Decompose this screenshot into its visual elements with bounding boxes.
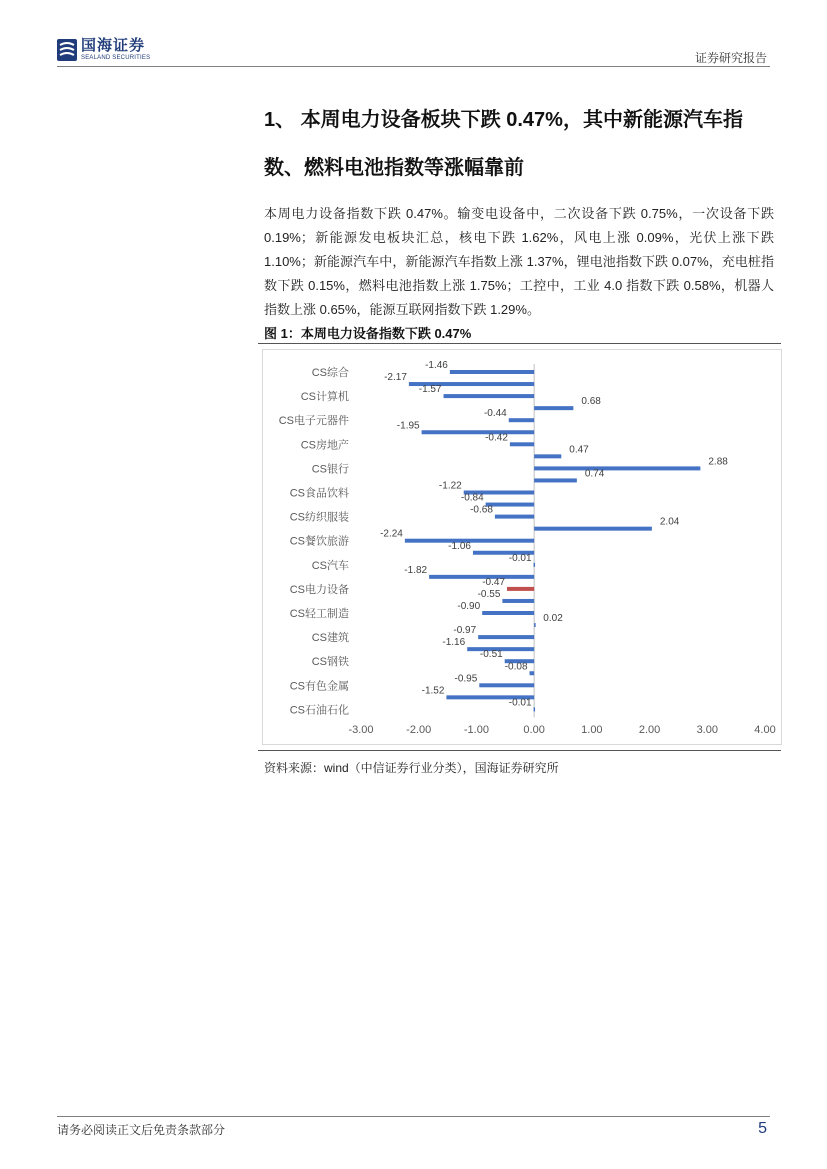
sealand-logo — [57, 38, 150, 61]
section-heading: 1、 本周电力设备板块下跌 0.47%，其中新能源汽车指数、燃料电池指数等涨幅靠前 — [264, 109, 743, 179]
figure-source: 资料来源：wind（中信证券行业分类），国海证券研究所 — [264, 761, 559, 775]
chart-data-label: 0.47 — [569, 444, 589, 456]
chart-data-label: -1.82 — [404, 564, 428, 576]
chart-x-tick-label: 4.00 — [754, 724, 776, 736]
chart-data-label: -0.97 — [453, 625, 477, 637]
chart-bar — [534, 707, 536, 711]
chart-category-label: CS汽车 — [311, 559, 349, 572]
chart-category-label: CS建筑 — [311, 632, 349, 645]
chart-bar — [486, 503, 534, 507]
chart-data-label: -0.68 — [470, 504, 493, 516]
logo-english-name: SEALAND SECURITIES — [81, 55, 151, 61]
footer-disclaimer: 请务必阅读正文后免责条款部分 — [57, 1123, 226, 1137]
chart-data-label: -0.51 — [479, 649, 503, 661]
chart-data-label: -1.16 — [442, 637, 466, 649]
chart-data-label: -1.06 — [448, 540, 471, 552]
logo-chinese-name: 国海证券 — [81, 37, 146, 54]
report-type: 证券研究报告 — [694, 51, 767, 65]
chart-data-label: -2.17 — [384, 372, 407, 384]
figure-title: 图 1：本周电力设备指数下跌 0.47% — [264, 326, 472, 341]
figure-bottom-rule — [258, 750, 781, 751]
chart-bar — [530, 671, 535, 675]
chart-bar — [534, 406, 573, 410]
chart-container — [262, 349, 782, 745]
chart-bar — [509, 418, 534, 422]
chart-data-label: 2.04 — [659, 516, 680, 528]
chart-bar — [510, 442, 534, 446]
chart-category-label: CS餐饮旅游 — [289, 535, 349, 548]
chart-bar — [534, 623, 536, 627]
chart-category-label: CS钢铁 — [311, 656, 349, 669]
chart-x-tick-label: 2.00 — [638, 724, 661, 736]
chart-bar — [534, 527, 652, 531]
chart-data-label: -0.42 — [485, 432, 508, 444]
chart-data-label: -1.46 — [425, 360, 448, 371]
chart-bar — [534, 478, 577, 482]
chart-data-label: -1.52 — [421, 685, 445, 697]
chart-data-label: -0.44 — [483, 408, 507, 420]
bar-chart — [263, 350, 781, 744]
chart-bar — [534, 466, 700, 470]
header-divider — [57, 66, 770, 67]
chart-data-label: -2.24 — [380, 528, 403, 540]
chart-x-tick-label: 3.00 — [696, 724, 718, 736]
chart-data-label: -0.01 — [508, 552, 532, 564]
chart-data-label: 2.88 — [708, 456, 728, 468]
chart-data-label: 0.68 — [581, 396, 601, 408]
chart-category-label: CS石油石化 — [289, 704, 349, 717]
chart-data-label: -0.01 — [508, 697, 532, 709]
chart-bar — [507, 587, 534, 591]
chart-data-label: -0.08 — [504, 661, 528, 673]
sealand-logo-icon — [57, 39, 77, 61]
chart-data-label: -0.47 — [482, 576, 506, 588]
chart-category-label: CS房地产 — [300, 439, 349, 452]
chart-x-tick-label: -3.00 — [348, 724, 374, 736]
chart-category-label: CS综合 — [311, 367, 349, 379]
chart-x-tick-label: 0.00 — [523, 724, 545, 736]
chart-bar — [495, 515, 534, 519]
chart-data-label: -0.84 — [460, 492, 484, 504]
chart-category-label: CS银行 — [311, 463, 349, 476]
section-paragraph: 本周电力设备指数下跌 0.47%。输变电设备中，二次设备下跌 0.75%，一次设备下跌 0.19%；新能源发电板块汇总，核电下跌 1.62%，风电上涨 0.09%，光伏上涨下跌 1.10%；新能源汽车中，新能源汽车指数上涨 1.37%，锂电池指数下跌 0.07%，充电桩指数下跌 0.15%，燃料电池指数上涨 1.75%；工控中，工业 4.0 指数下跌 0.58%，机器人指数上涨 0.65%，能源互联网指数下跌 1.29%。 — [264, 206, 774, 317]
chart-data-label: 0.02 — [543, 613, 563, 625]
chart-bar — [444, 394, 535, 398]
chart-data-label: -1.22 — [438, 480, 462, 492]
chart-data-label: -0.55 — [477, 588, 501, 600]
chart-bar — [502, 599, 534, 603]
chart-category-label: CS轻工制造 — [289, 608, 349, 620]
chart-category-label: CS食品饮料 — [289, 487, 349, 500]
chart-bar — [482, 611, 534, 615]
chart-category-label: CS电力设备 — [289, 583, 349, 596]
chart-bar — [534, 454, 561, 458]
figure-top-rule — [258, 343, 781, 344]
chart-category-label: CS计算机 — [300, 391, 349, 404]
chart-category-label: CS有色金属 — [289, 680, 349, 693]
chart-bar — [479, 683, 534, 687]
footer-divider — [57, 1116, 770, 1117]
chart-category-label: CS电子元器件 — [278, 415, 349, 428]
chart-data-label: -0.90 — [457, 601, 481, 612]
chart-data-label: -1.57 — [418, 384, 442, 396]
chart-data-label: -1.95 — [396, 420, 420, 432]
chart-bar — [534, 563, 536, 567]
chart-data-label: -0.95 — [454, 673, 478, 685]
chart-x-tick-label: 1.00 — [581, 724, 603, 736]
chart-bar — [422, 430, 535, 434]
chart-category-label: CS纺织服装 — [289, 511, 349, 524]
chart-bar — [450, 370, 534, 374]
chart-x-tick-label: -2.00 — [406, 724, 432, 736]
chart-bar — [478, 635, 534, 639]
chart-x-tick-label: -1.00 — [463, 724, 489, 736]
chart-data-label: 0.74 — [584, 468, 605, 480]
page-number: 5 — [758, 1120, 767, 1137]
